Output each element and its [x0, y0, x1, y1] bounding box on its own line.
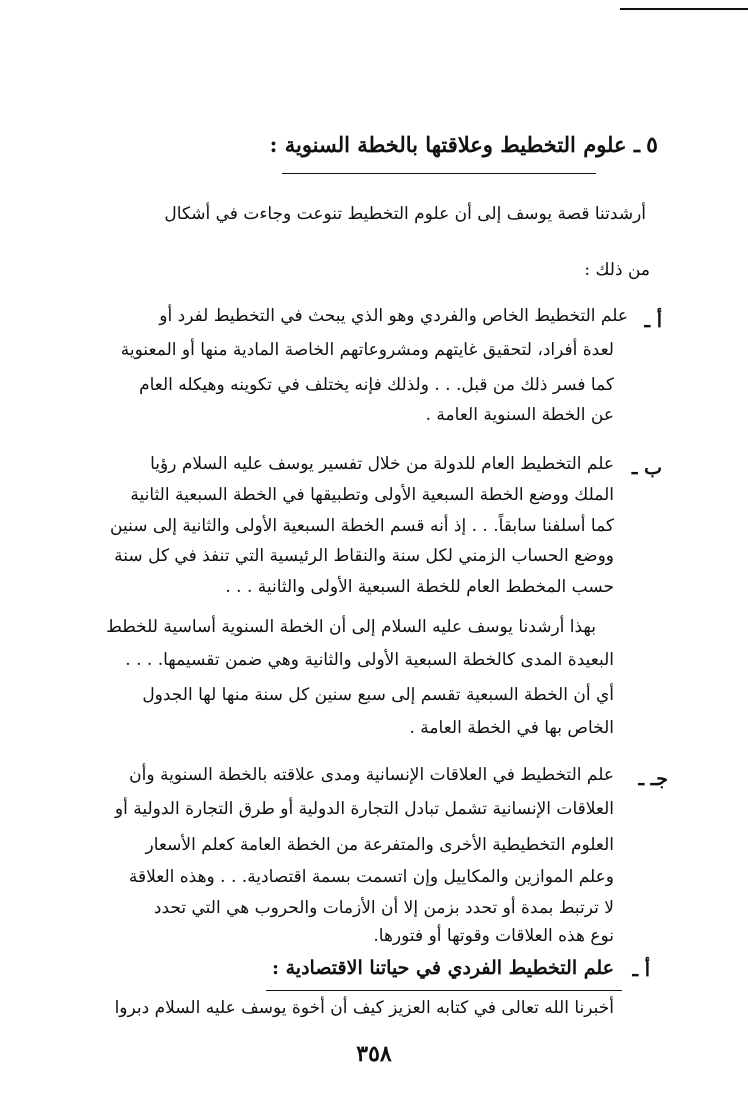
section-number: ٥ — [646, 132, 658, 158]
paragraph-b-line: بهذا أرشدنا يوسف عليه السلام إلى أن الخطة السنوية أساسية للخطط — [106, 617, 596, 637]
item-c-line: وعلم الموازين والمكاييل وإن اتسمت بسمة اقتصادية. . . وهذه العلاقة — [128, 867, 614, 887]
section-title: ـ علوم التخطيط وعلاقتها بالخطة السنوية : — [269, 132, 640, 157]
item-b-marker: ب ـ — [631, 457, 662, 479]
paragraph-b-line: البعيدة المدى كالخطة السبعية الأولى والثانية وهي ضمن تقسيمها. . . . — [125, 650, 614, 670]
page-number: ٣٥٨ — [356, 1041, 392, 1067]
item-b-line: علم التخطيط العام للدولة من خلال تفسير يوسف عليه السلام رؤيا — [150, 454, 614, 474]
item-a-line: علم التخطيط الخاص والفردي وهو الذي يبحث في التخطيط لفرد أو — [159, 306, 628, 326]
item-a-line: كما فسر ذلك من قبل. . . ولذلك فإنه يختلف في تكوينه وهيكله العام — [139, 375, 614, 395]
item-a-marker: أ ـ — [644, 310, 662, 332]
item-c-line: العلاقات الإنسانية تشمل تبادل التجارة الدولية أو طرق التجارة الدولية أو — [114, 799, 614, 819]
top-rule — [620, 8, 748, 10]
item-b-line: كما أسلفنا سابقاً. . . إذ أنه قسم الخطة السبعية الأولى والثانية إلى سنين — [110, 516, 614, 536]
sub-section-underline — [266, 990, 622, 991]
intro-line: من ذلك : — [584, 260, 650, 280]
item-c-line: نوع هذه العلاقات وقوتها أو فتورها. — [373, 926, 614, 946]
item-b-line: ووضع الحساب الزمني لكل سنة والنقاط الرئيسية التي تنفذ في كل سنة — [114, 546, 614, 566]
intro-line: أرشدتنا قصة يوسف إلى أن علوم التخطيط تنوعت وجاءت في أشكال — [164, 204, 646, 224]
item-a-line: عن الخطة السنوية العامة . — [425, 405, 614, 425]
item-b-line: الملك ووضع الخطة السبعية الأولى وتطبيقها في الخطة السبعية الثانية — [130, 485, 614, 505]
item-b-line: حسب المخطط العام للخطة السبعية الأولى والثانية . . . — [225, 577, 614, 597]
paragraph-b-line: الخاص بها في الخطة العامة . — [409, 718, 614, 738]
item-c-line: لا ترتبط بمدة أو تحدد بزمن إلا أن الأزمات والحروب هي التي تحدد — [153, 898, 614, 918]
paragraph-b-line: أي أن الخطة السبعية تقسم إلى سبع سنين كل سنة منها لها الجدول — [142, 685, 614, 705]
item-c-line: علم التخطيط في العلاقات الإنسانية ومدى علاقته بالخطة السنوية وأن — [129, 765, 614, 785]
section-title-underline — [282, 173, 596, 174]
item-c-marker: جـ ـ — [638, 768, 668, 790]
item-c-line: العلوم التخطيطية الأخرى والمتفرعة من الخطة العامة كعلم الأسعار — [145, 835, 614, 855]
closing-line: أخبرنا الله تعالى في كتابه العزيز كيف أن أخوة يوسف عليه السلام دبروا — [114, 998, 614, 1018]
sub-section-title: علم التخطيط الفردي في حياتنا الاقتصادية : — [271, 957, 614, 979]
sub-section-marker: أ ـ — [632, 959, 650, 981]
item-a-line: لعدة أفراد، لتحقيق غايتهم ومشروعاتهم الخاصة المادية منها أو المعنوية — [120, 340, 614, 360]
